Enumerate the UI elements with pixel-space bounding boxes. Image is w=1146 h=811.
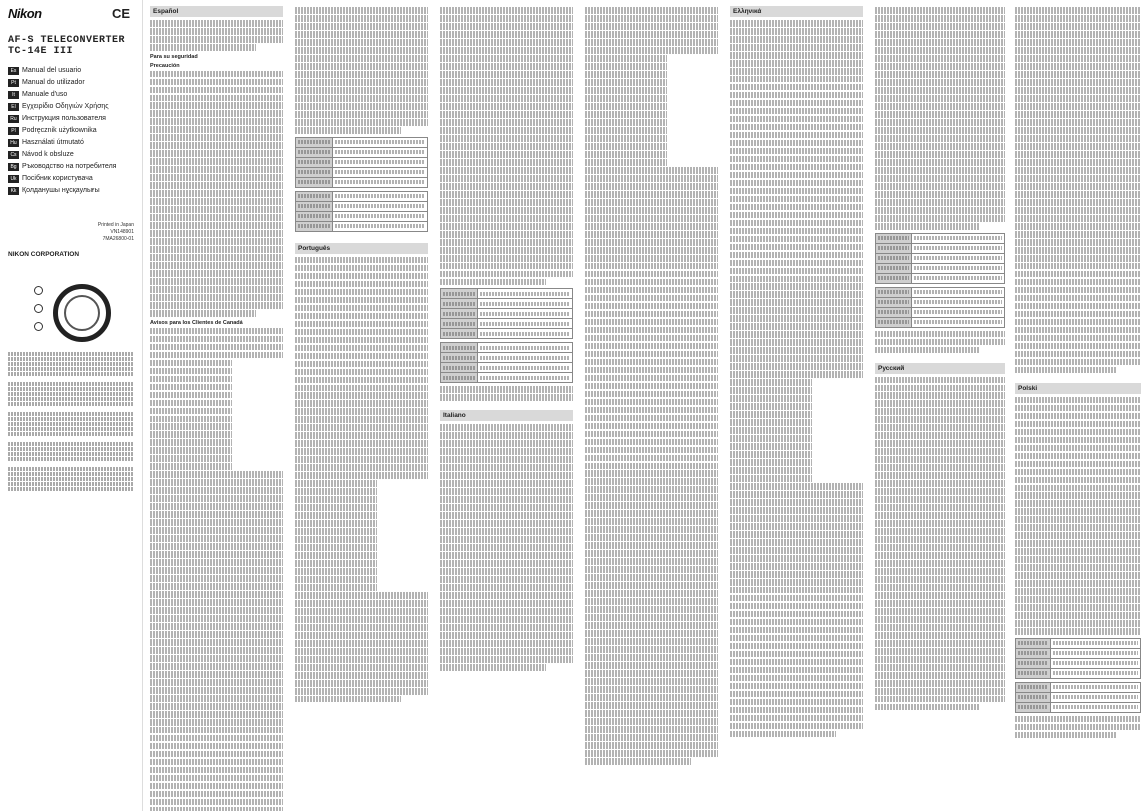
section-heading-russkiy: Русский	[875, 363, 1005, 374]
section-heading-espanol: Español	[150, 6, 283, 17]
section-heading-italiano: Italiano	[440, 410, 573, 421]
text-block	[1015, 397, 1141, 635]
focus-table	[1015, 682, 1141, 713]
teleconverter-illustration	[8, 280, 134, 342]
parts-group	[8, 412, 134, 436]
language-item: It Manuale d'uso	[8, 89, 134, 100]
language-item: Kk Қолданушы нұсқаулығы	[8, 185, 134, 196]
specifications-table	[295, 137, 428, 188]
focus-table	[440, 342, 573, 383]
product-title: AF-S TELECONVERTER TC-14E III	[8, 35, 126, 57]
callout-marker	[34, 322, 43, 331]
language-list	[8, 65, 134, 196]
parts-group	[8, 442, 134, 461]
parts-group	[8, 382, 134, 406]
focus-table	[295, 191, 428, 232]
subheading-safety: Para su seguridad	[150, 53, 198, 60]
text-block	[875, 7, 1005, 229]
italian-column	[580, 0, 723, 811]
greek-column-2	[870, 0, 1010, 811]
ce-mark: CE	[111, 6, 130, 21]
cover-panel	[0, 0, 143, 811]
greek-column	[725, 0, 868, 811]
spanish-column-1	[145, 0, 288, 811]
section-heading-portugues: Português	[295, 243, 428, 254]
text-block	[295, 7, 428, 133]
spanish-portuguese-column	[290, 0, 433, 811]
text-block	[150, 328, 283, 811]
language-item: Hu Használati útmutató	[8, 137, 134, 148]
text-block	[150, 71, 283, 317]
text-block	[440, 7, 573, 285]
language-item: Pl Podręcznik użytkownika	[8, 125, 134, 136]
language-item: Cs Návod k obsluze	[8, 149, 134, 160]
section-heading-polski: Polski	[1015, 383, 1141, 394]
language-item: El Εγχειρίδιο Οδηγιών Χρήσης	[8, 101, 134, 112]
section-heading-ellinika: Ελληνικά	[730, 6, 863, 17]
text-block	[295, 257, 428, 703]
callout-marker	[34, 286, 43, 295]
russian-polish-column	[1010, 0, 1146, 811]
parts-group	[8, 352, 134, 376]
portuguese-italian-column	[435, 0, 578, 811]
text-block	[585, 7, 718, 764]
brand-logo: Nikon	[8, 6, 42, 21]
text-block	[440, 424, 573, 670]
specifications-table	[440, 288, 573, 339]
language-item: Bg Ръководство на потребителя	[8, 161, 134, 172]
language-item: Pt Manual do utilizador	[8, 77, 134, 88]
specifications-table	[1015, 638, 1141, 679]
lens-mount-shape	[64, 295, 100, 331]
text-block	[150, 20, 283, 51]
subheading-canada: Avisos para los Clientes de Canadá	[150, 319, 243, 326]
language-item: Es Manual del usuario	[8, 65, 134, 76]
printed-info: Printed in Japan VN148901 7MA26800-01	[97, 222, 134, 242]
text-block	[875, 377, 1005, 711]
callout-marker	[34, 304, 43, 313]
subheading-caution: Precaución	[150, 62, 180, 69]
text-block	[730, 20, 863, 737]
specifications-table	[875, 233, 1005, 284]
corporation-name: NIKON CORPORATION	[8, 251, 80, 258]
language-item: Uk Посібник користувача	[8, 173, 134, 184]
parts-group	[8, 467, 134, 491]
parts-list	[8, 352, 134, 491]
focus-table	[875, 287, 1005, 328]
text-block	[1015, 7, 1141, 373]
language-item: Ru Инструкция пользователя	[8, 113, 134, 124]
